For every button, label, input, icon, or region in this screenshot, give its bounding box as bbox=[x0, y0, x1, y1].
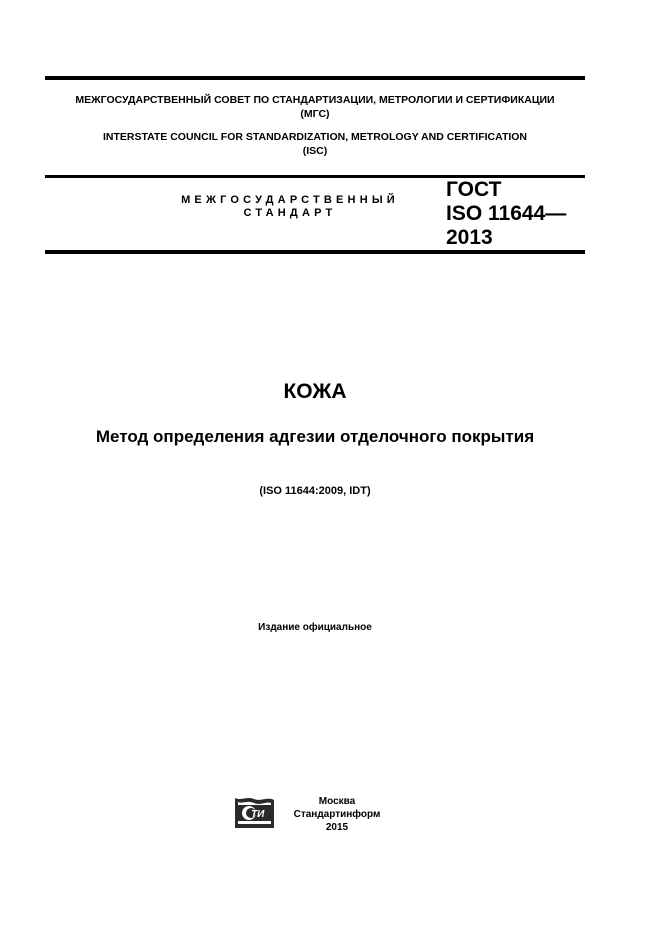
standard-label-line2: СТАНДАРТ bbox=[243, 207, 337, 219]
svg-text:ТИ: ТИ bbox=[251, 809, 265, 820]
top-rule bbox=[45, 76, 585, 80]
publisher-city: Москва bbox=[318, 796, 356, 807]
gost-designation-line1: ГОСТ bbox=[446, 178, 502, 201]
publisher-year: 2015 bbox=[325, 822, 349, 833]
council-ru-abbrev: (МГС) bbox=[300, 108, 330, 120]
council-ru-line1: МЕЖГОСУДАРСТВЕННЫЙ СОВЕТ ПО СТАНДАРТИЗАЦИИ, МЕТРОЛОГИИ И СЕРТИФИКАЦИИ bbox=[75, 94, 555, 106]
gost-designation-line2: ISO 11644— bbox=[446, 202, 567, 225]
document-title: КОЖА bbox=[283, 380, 347, 403]
gost-designation-line3: 2013 bbox=[446, 226, 493, 249]
standartinform-logo-icon bbox=[234, 795, 276, 829]
iso-reference: (ISO 11644:2009, IDT) bbox=[259, 485, 371, 497]
council-en-line1: INTERSTATE COUNCIL FOR STANDARDIZATION, METROLOGY AND CERTIFICATION bbox=[102, 131, 528, 143]
standard-label-line1: МЕЖГОСУДАРСТВЕННЫЙ bbox=[181, 194, 399, 206]
publisher-name: Стандартинформ bbox=[293, 809, 381, 820]
document-subtitle: Метод определения адгезии отделочного покрытия bbox=[95, 427, 535, 446]
council-en-abbrev: (ISC) bbox=[302, 145, 328, 157]
gost-designation bbox=[446, 178, 566, 250]
publisher-info bbox=[282, 795, 392, 834]
publisher-block bbox=[232, 795, 432, 835]
bottom-header-rule bbox=[45, 250, 585, 254]
edition-label: Издание официальное bbox=[258, 622, 372, 633]
